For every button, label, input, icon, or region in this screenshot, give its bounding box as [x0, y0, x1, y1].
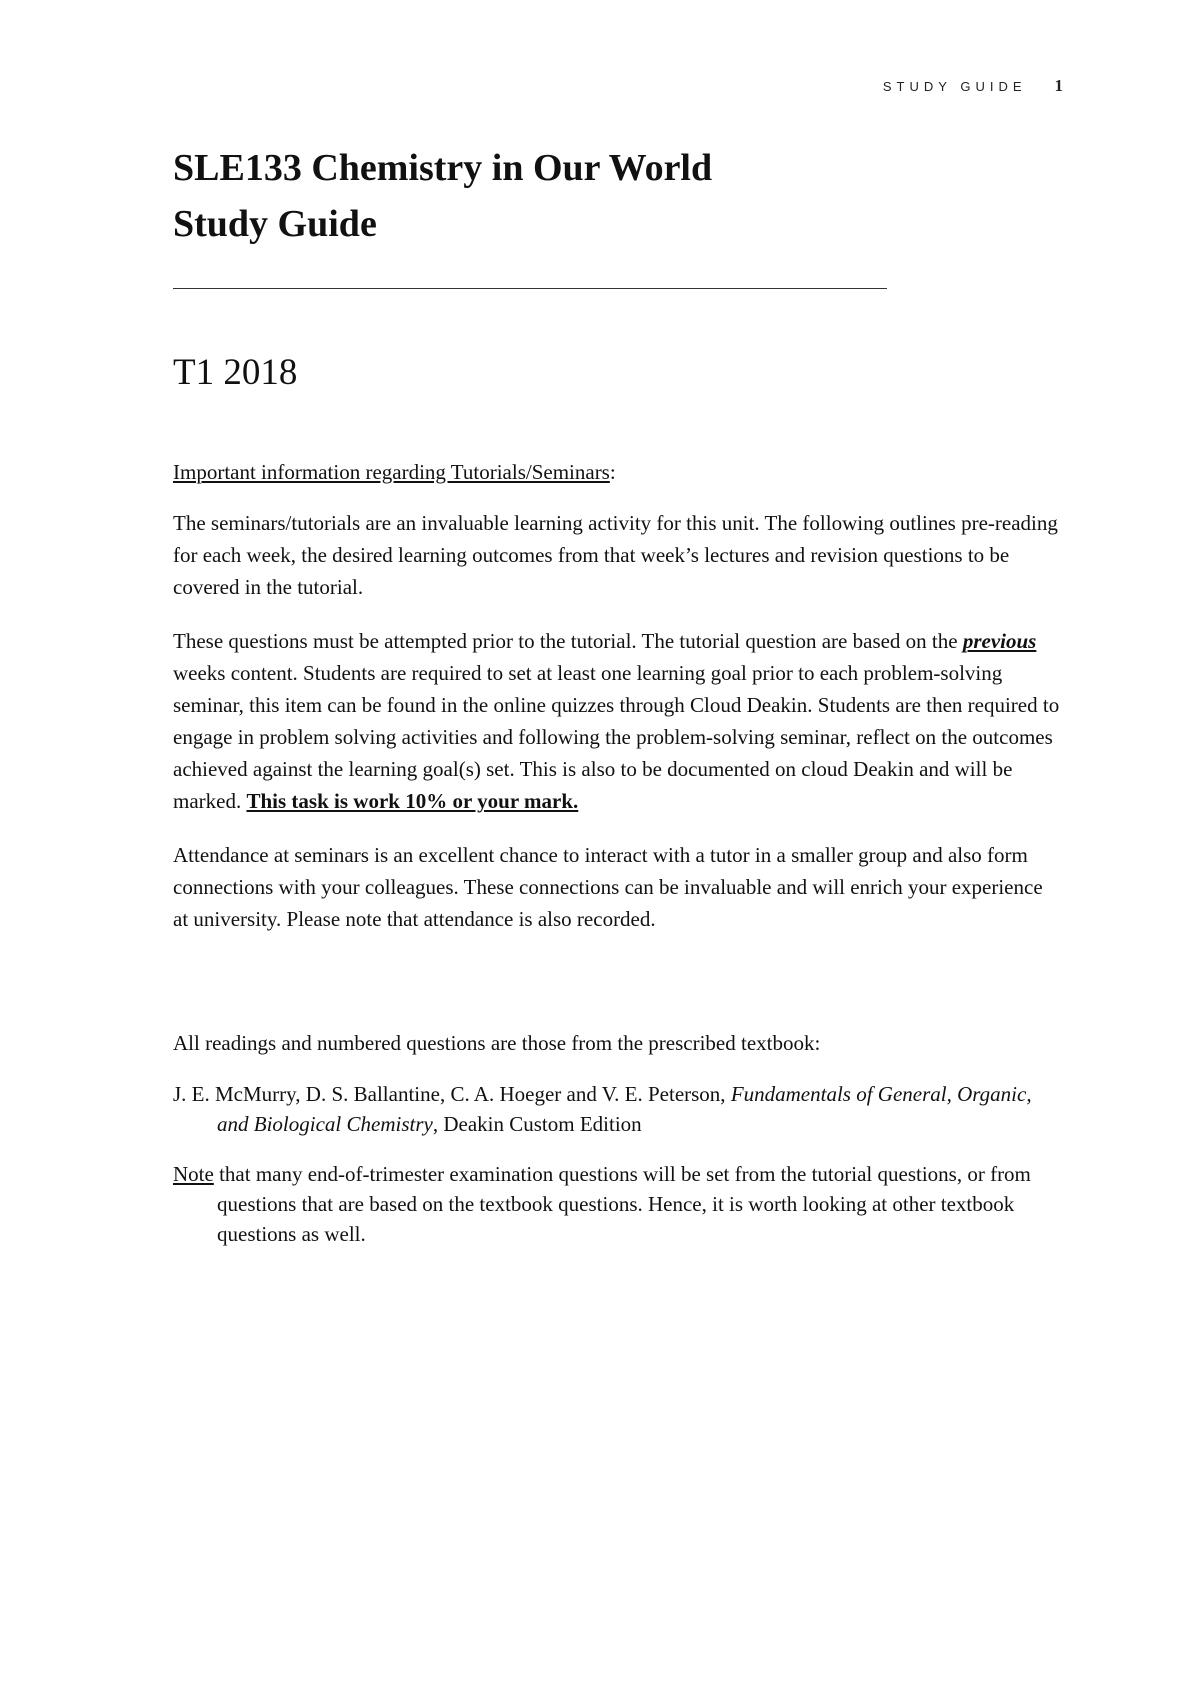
term-heading: T1 2018 — [173, 352, 298, 393]
title-line-2: Study Guide — [173, 203, 377, 245]
running-title: STUDY GUIDE — [882, 78, 1027, 94]
citation-edition: , Deakin Custom Edition — [432, 1112, 642, 1136]
emphasis-task-weight: This task is work 10% or your mark. — [246, 789, 579, 813]
note-text: that many end-of-trimester examination questions will be set from the tutorial questions, or from questions that are based on the textbook questions. Hence, it is worth looking at other textbook questions as well. — [213, 1162, 1031, 1246]
readings-intro: All readings and numbered questions are those from the prescribed textbook: — [173, 1031, 821, 1055]
notice-heading-text: Important information regarding Tutorials/Seminars — [173, 460, 610, 484]
emphasis-previous: previous — [962, 629, 1037, 653]
citation-title: Fundamentals of General, Organic, and Biological Chemistry — [217, 1082, 1032, 1136]
title-divider — [173, 288, 887, 289]
paragraph-attendance: Attendance at seminars is an excellent chance to interact with a tutor in a smaller group and also form connections with your colleagues. These connections can be invaluable and will enrich your experience at university. Please note that attendance is also recorded. — [173, 843, 1043, 931]
paragraph-learning-goals — [173, 625, 1063, 817]
notice-heading-colon: : — [609, 460, 616, 484]
main-content — [173, 140, 1063, 1249]
exam-note — [173, 1159, 1063, 1249]
notice-heading — [173, 457, 1063, 487]
page-number: 1 — [1054, 76, 1063, 95]
paragraph-learning-goals-part1: These questions must be attempted prior to the tutorial. The tutorial question are based on the — [173, 629, 963, 653]
paragraph-learning-goals-part2: weeks content. Students are required to set at least one learning goal prior to each problem-solving seminar, this item can be found in the online quizzes through Cloud Deakin. Students are then required to engage in problem solving activities and following the problem-solving seminar, reflect on the outcomes achieved against the learning goal(s) set. This is also to be documented on cloud Deakin and will be marked. — [173, 661, 1060, 813]
paragraph-tutorials-intro: The seminars/tutorials are an invaluable learning activity for this unit. The following outlines pre-reading for each week, the desired learning outcomes from that week’s lectures and revision questions to be covered in the tutorial. — [173, 511, 1058, 599]
textbook-citation — [173, 1079, 1063, 1139]
running-header — [883, 76, 1063, 96]
title-line-1: SLE133 Chemistry in Our World — [173, 147, 713, 189]
citation-authors: J. E. McMurry, D. S. Ballantine, C. A. Hoeger and V. E. Peterson, — [173, 1082, 731, 1106]
readings-section — [173, 1027, 1063, 1249]
note-label: Note — [173, 1162, 214, 1186]
